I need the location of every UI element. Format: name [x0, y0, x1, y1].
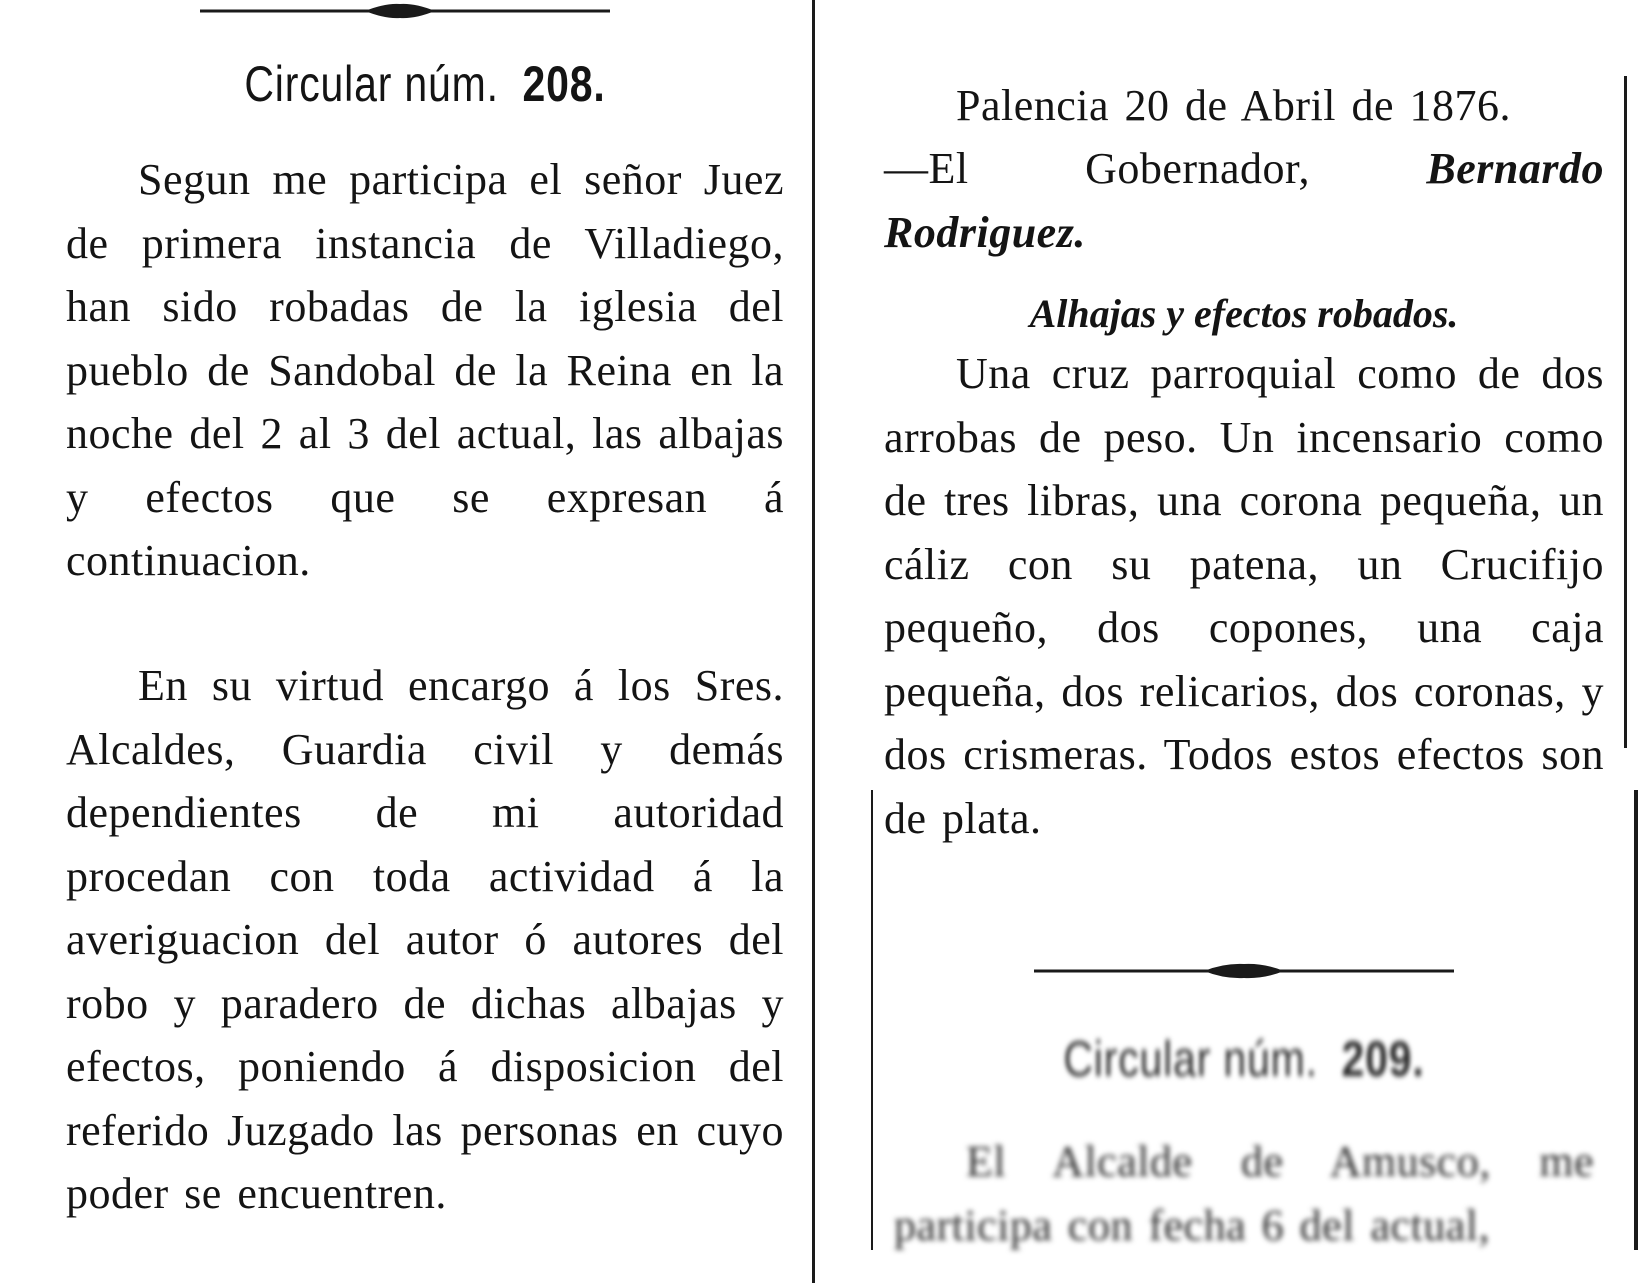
circular-208-paragraph-2: En su virtud encargo á los Sres. Alcaldes, Guardia civil y demás dependientes de mi autoridad procedan con toda actividad á la averiguacion del autor ó autores del robo y paradero de dichas albajas y efectos, poniendo á disposicion del referido Juzgado las personas en cuyo poder se encuentren. — [66, 661, 784, 1218]
circular-208-heading — [131, 55, 720, 113]
column-divider — [812, 0, 815, 1283]
middle-ornament-rule — [1034, 960, 1454, 982]
left-inner-edge-mark — [871, 790, 873, 1250]
circular-number: 208. — [522, 56, 606, 112]
circular-label: Circular núm. — [1063, 1031, 1318, 1087]
signature-name: Bernardo Rodriguez. — [884, 144, 1605, 257]
circular-208-paragraph-1: Segun me participa el señor Juez de primera instancia de Villadiego, han sido robadas de la iglesia del pueblo de Sandobal de la Reina en la noche del 2 al 3 del actual, las albajas y efectos que se expresan á continuacion. — [66, 155, 784, 585]
circular-label: Circular núm. — [244, 56, 499, 112]
circular-209-heading — [949, 1030, 1539, 1088]
circular-number: 209. — [1341, 1031, 1425, 1087]
section-subtitle: Alhajas y efectos robados. — [1029, 291, 1459, 336]
circular-209-paragraph: El Alcalde de Amusco, me participa con fecha 6 del actual, — [894, 1137, 1594, 1250]
right-edge-mark — [1624, 76, 1627, 748]
right-edge-mark — [1634, 790, 1638, 1250]
signature-line — [884, 137, 1604, 264]
dateline: Palencia 20 de Abril de 1876. — [956, 81, 1512, 130]
top-ornament-rule — [200, 0, 610, 22]
stolen-items-paragraph: Una cruz parroquial como de dos arrobas de peso. Un incensario como de tres libras, una corona pequeña, un cáliz con su patena, un Crucifijo pequeño, dos copones, una caja pequeña, dos relicarios, dos coronas, y dos crismeras. Todos estos efectos son de plata. — [884, 349, 1604, 843]
signature-prefix: —El Gobernador, — [884, 144, 1310, 193]
